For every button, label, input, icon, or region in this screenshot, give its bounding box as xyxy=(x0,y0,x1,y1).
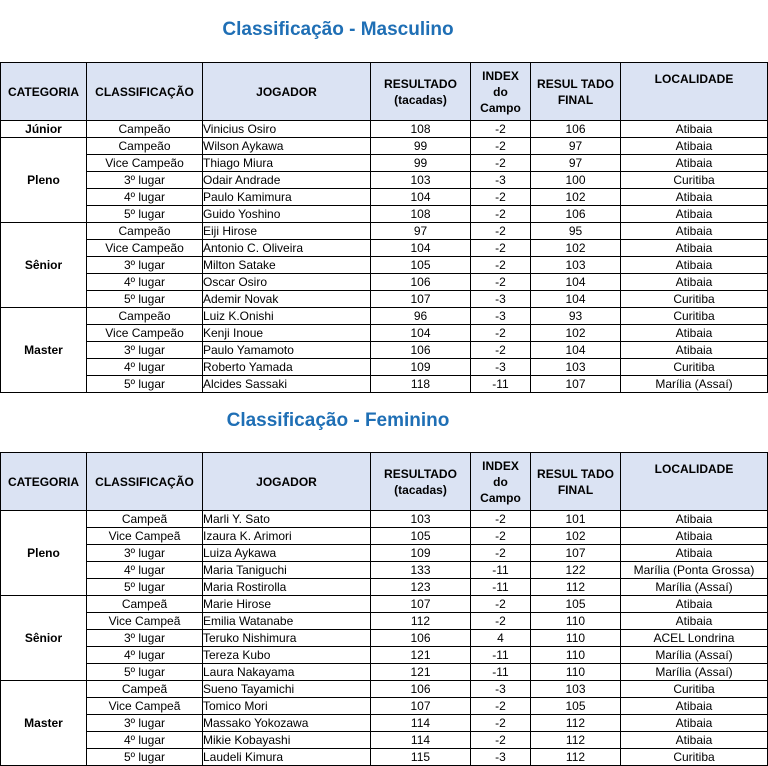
classificacao-cell: Vice Campeão xyxy=(87,325,203,342)
table-row xyxy=(1,376,768,393)
resultado-cell: 107 xyxy=(371,698,471,715)
index-cell: -2 xyxy=(471,206,531,223)
table-row xyxy=(1,274,768,291)
resultado-final-cell: 103 xyxy=(531,257,621,274)
resultado-cell: 106 xyxy=(371,681,471,698)
resultado-cell: 103 xyxy=(371,172,471,189)
index-cell: -2 xyxy=(471,189,531,206)
categoria-cell: Pleno xyxy=(1,511,87,596)
header-localidade: LOCALIDADE xyxy=(621,453,768,511)
resultado-final-cell: 110 xyxy=(531,613,621,630)
jogador-cell: Vinicius Osiro xyxy=(203,121,371,138)
jogador-cell: Emilia Watanabe xyxy=(203,613,371,630)
resultado-final-cell: 102 xyxy=(531,528,621,545)
resultado-final-cell: 101 xyxy=(531,511,621,528)
resultado-cell: 114 xyxy=(371,715,471,732)
classificacao-cell: 3º lugar xyxy=(87,172,203,189)
resultado-final-cell: 110 xyxy=(531,664,621,681)
index-cell: -2 xyxy=(471,240,531,257)
header-resultado: RESULTADO (tacadas) xyxy=(371,63,471,121)
index-cell: -2 xyxy=(471,715,531,732)
localidade-cell: Atibaia xyxy=(621,698,768,715)
resultado-final-cell: 93 xyxy=(531,308,621,325)
jogador-cell: Odair Andrade xyxy=(203,172,371,189)
localidade-cell: Atibaia xyxy=(621,206,768,223)
resultado-cell: 97 xyxy=(371,223,471,240)
header-jogador: JOGADOR xyxy=(203,453,371,511)
classificacao-cell: 4º lugar xyxy=(87,189,203,206)
resultado-final-cell: 106 xyxy=(531,121,621,138)
resultado-cell: 109 xyxy=(371,359,471,376)
index-cell: -3 xyxy=(471,291,531,308)
localidade-cell: Atibaia xyxy=(621,223,768,240)
resultado-final-cell: 106 xyxy=(531,206,621,223)
localidade-cell: Curitiba xyxy=(621,291,768,308)
localidade-cell: Atibaia xyxy=(621,732,768,749)
localidade-cell: Atibaia xyxy=(621,528,768,545)
table-row xyxy=(1,528,768,545)
table-row xyxy=(1,579,768,596)
jogador-cell: Luiza Aykawa xyxy=(203,545,371,562)
resultado-cell: 105 xyxy=(371,257,471,274)
classificacao-cell: 4º lugar xyxy=(87,274,203,291)
jogador-cell: Wilson Aykawa xyxy=(203,138,371,155)
resultado-final-cell: 110 xyxy=(531,647,621,664)
localidade-cell: Marília (Assaí) xyxy=(621,579,768,596)
jogador-cell: Teruko Nishimura xyxy=(203,630,371,647)
header-index: INDEX do Campo xyxy=(471,453,531,511)
resultado-final-cell: 97 xyxy=(531,155,621,172)
jogador-cell: Thiago Miura xyxy=(203,155,371,172)
table-feminino xyxy=(0,452,768,766)
resultado-cell: 106 xyxy=(371,342,471,359)
table-row xyxy=(1,511,768,528)
resultado-final-cell: 102 xyxy=(531,189,621,206)
table-row xyxy=(1,749,768,766)
classificacao-cell: Campeão xyxy=(87,223,203,240)
classificacao-cell: 4º lugar xyxy=(87,562,203,579)
index-cell: -11 xyxy=(471,562,531,579)
localidade-cell: Atibaia xyxy=(621,613,768,630)
table-row xyxy=(1,630,768,647)
localidade-cell: Atibaia xyxy=(621,138,768,155)
index-cell: -11 xyxy=(471,647,531,664)
index-cell: -2 xyxy=(471,732,531,749)
classificacao-cell: Vice Campeã xyxy=(87,613,203,630)
categoria-cell: Master xyxy=(1,681,87,766)
index-cell: -3 xyxy=(471,359,531,376)
index-cell: -3 xyxy=(471,749,531,766)
index-cell: -2 xyxy=(471,698,531,715)
table-row xyxy=(1,732,768,749)
classificacao-cell: Campeã xyxy=(87,511,203,528)
table-row xyxy=(1,698,768,715)
table-row xyxy=(1,257,768,274)
table-row xyxy=(1,647,768,664)
jogador-cell: Maria Taniguchi xyxy=(203,562,371,579)
localidade-cell: Curitiba xyxy=(621,359,768,376)
header-resultado-final: RESUL TADO FINAL xyxy=(531,63,621,121)
resultado-cell: 118 xyxy=(371,376,471,393)
classificacao-cell: 5º lugar xyxy=(87,664,203,681)
resultado-final-cell: 104 xyxy=(531,291,621,308)
classificacao-cell: Campeã xyxy=(87,681,203,698)
resultado-final-cell: 100 xyxy=(531,172,621,189)
resultado-cell: 108 xyxy=(371,121,471,138)
classificacao-cell: Campeão xyxy=(87,138,203,155)
header-classificacao: CLASSIFICAÇÃO xyxy=(87,453,203,511)
index-cell: -11 xyxy=(471,579,531,596)
localidade-cell: Atibaia xyxy=(621,257,768,274)
table-row xyxy=(1,240,768,257)
resultado-cell: 107 xyxy=(371,596,471,613)
resultado-final-cell: 103 xyxy=(531,359,621,376)
table-row xyxy=(1,715,768,732)
localidade-cell: Atibaia xyxy=(621,274,768,291)
header-index: INDEX do Campo xyxy=(471,63,531,121)
classificacao-cell: Campeã xyxy=(87,596,203,613)
jogador-cell: Mikie Kobayashi xyxy=(203,732,371,749)
classificacao-cell: 5º lugar xyxy=(87,206,203,223)
table-row xyxy=(1,172,768,189)
index-cell: -2 xyxy=(471,274,531,291)
resultado-final-cell: 105 xyxy=(531,596,621,613)
jogador-cell: Milton Satake xyxy=(203,257,371,274)
jogador-cell: Laura Nakayama xyxy=(203,664,371,681)
index-cell: -2 xyxy=(471,138,531,155)
resultado-cell: 121 xyxy=(371,647,471,664)
table-row xyxy=(1,342,768,359)
resultado-final-cell: 107 xyxy=(531,376,621,393)
resultado-final-cell: 105 xyxy=(531,698,621,715)
localidade-cell: ACEL Londrina xyxy=(621,630,768,647)
jogador-cell: Sueno Tayamichi xyxy=(203,681,371,698)
header-categoria: CATEGORIA xyxy=(1,453,87,511)
localidade-cell: Curitiba xyxy=(621,681,768,698)
resultado-final-cell: 103 xyxy=(531,681,621,698)
table-row xyxy=(1,206,768,223)
jogador-cell: Eiji Hirose xyxy=(203,223,371,240)
resultado-cell: 99 xyxy=(371,155,471,172)
table-row xyxy=(1,291,768,308)
jogador-cell: Izaura K. Arimori xyxy=(203,528,371,545)
index-cell: -2 xyxy=(471,511,531,528)
localidade-cell: Marília (Assaí) xyxy=(621,376,768,393)
table-row xyxy=(1,325,768,342)
index-cell: -2 xyxy=(471,596,531,613)
resultado-final-cell: 104 xyxy=(531,342,621,359)
classificacao-cell: Vice Campeã xyxy=(87,698,203,715)
index-cell: -3 xyxy=(471,172,531,189)
localidade-cell: Atibaia xyxy=(621,121,768,138)
title-feminino: Classificação - Feminino xyxy=(226,410,450,431)
jogador-cell: Luiz K.Onishi xyxy=(203,308,371,325)
index-cell: -2 xyxy=(471,223,531,240)
table-row xyxy=(1,189,768,206)
resultado-cell: 115 xyxy=(371,749,471,766)
table-row xyxy=(1,664,768,681)
index-cell: -2 xyxy=(471,257,531,274)
index-cell: -3 xyxy=(471,308,531,325)
jogador-cell: Roberto Yamada xyxy=(203,359,371,376)
resultado-cell: 106 xyxy=(371,274,471,291)
jogador-cell: Alcides Sassaki xyxy=(203,376,371,393)
localidade-cell: Atibaia xyxy=(621,596,768,613)
resultado-cell: 105 xyxy=(371,528,471,545)
jogador-cell: Marli Y. Sato xyxy=(203,511,371,528)
resultado-final-cell: 102 xyxy=(531,325,621,342)
header-jogador: JOGADOR xyxy=(203,63,371,121)
jogador-cell: Tereza Kubo xyxy=(203,647,371,664)
resultado-final-cell: 112 xyxy=(531,749,621,766)
classificacao-cell: Campeão xyxy=(87,121,203,138)
resultado-cell: 104 xyxy=(371,325,471,342)
resultado-cell: 114 xyxy=(371,732,471,749)
classificacao-cell: Vice Campeã xyxy=(87,528,203,545)
localidade-cell: Atibaia xyxy=(621,325,768,342)
resultado-final-cell: 110 xyxy=(531,630,621,647)
categoria-cell: Sênior xyxy=(1,596,87,681)
resultado-final-cell: 112 xyxy=(531,732,621,749)
table-row xyxy=(1,681,768,698)
resultado-cell: 99 xyxy=(371,138,471,155)
categoria-cell: Júnior xyxy=(1,121,87,138)
jogador-cell: Oscar Osiro xyxy=(203,274,371,291)
classificacao-cell: Campeão xyxy=(87,308,203,325)
header-localidade: LOCALIDADE xyxy=(621,63,768,121)
classificacao-cell: 4º lugar xyxy=(87,647,203,664)
localidade-cell: Atibaia xyxy=(621,545,768,562)
resultado-final-cell: 107 xyxy=(531,545,621,562)
table-masculino xyxy=(0,62,768,393)
table-row xyxy=(1,359,768,376)
localidade-cell: Atibaia xyxy=(621,342,768,359)
index-cell: -2 xyxy=(471,155,531,172)
table-row xyxy=(1,223,768,240)
classificacao-cell: 3º lugar xyxy=(87,630,203,647)
resultado-cell: 96 xyxy=(371,308,471,325)
classificacao-cell: 4º lugar xyxy=(87,732,203,749)
classificacao-cell: 3º lugar xyxy=(87,715,203,732)
jogador-cell: Paulo Yamamoto xyxy=(203,342,371,359)
index-cell: -2 xyxy=(471,121,531,138)
classificacao-cell: 3º lugar xyxy=(87,257,203,274)
jogador-cell: Antonio C. Oliveira xyxy=(203,240,371,257)
classificacao-cell: Vice Campeão xyxy=(87,155,203,172)
resultado-final-cell: 122 xyxy=(531,562,621,579)
jogador-cell: Ademir Novak xyxy=(203,291,371,308)
index-cell: -2 xyxy=(471,528,531,545)
table-row xyxy=(1,121,768,138)
resultado-final-cell: 102 xyxy=(531,240,621,257)
localidade-cell: Marília (Assaí) xyxy=(621,647,768,664)
localidade-cell: Atibaia xyxy=(621,189,768,206)
jogador-cell: Kenji Inoue xyxy=(203,325,371,342)
header-row xyxy=(1,63,768,121)
jogador-cell: Tomico Mori xyxy=(203,698,371,715)
resultado-cell: 106 xyxy=(371,630,471,647)
classificacao-cell: 4º lugar xyxy=(87,359,203,376)
jogador-cell: Maria Rostirolla xyxy=(203,579,371,596)
resultado-cell: 123 xyxy=(371,579,471,596)
resultado-cell: 133 xyxy=(371,562,471,579)
table-row xyxy=(1,308,768,325)
resultado-cell: 108 xyxy=(371,206,471,223)
table-row xyxy=(1,138,768,155)
title-masculino: Classificação - Masculino xyxy=(222,19,454,40)
index-cell: -11 xyxy=(471,664,531,681)
localidade-cell: Marília (Ponta Grossa) xyxy=(621,562,768,579)
resultado-cell: 103 xyxy=(371,511,471,528)
resultado-cell: 112 xyxy=(371,613,471,630)
header-resultado: RESULTADO (tacadas) xyxy=(371,453,471,511)
jogador-cell: Massako Yokozawa xyxy=(203,715,371,732)
localidade-cell: Curitiba xyxy=(621,308,768,325)
localidade-cell: Curitiba xyxy=(621,749,768,766)
resultado-cell: 104 xyxy=(371,240,471,257)
classificacao-cell: 5º lugar xyxy=(87,579,203,596)
index-cell: -2 xyxy=(471,545,531,562)
localidade-cell: Curitiba xyxy=(621,172,768,189)
header-classificacao: CLASSIFICAÇÃO xyxy=(87,63,203,121)
classificacao-cell: 5º lugar xyxy=(87,291,203,308)
header-resultado-final: RESUL TADO FINAL xyxy=(531,453,621,511)
jogador-cell: Paulo Kamimura xyxy=(203,189,371,206)
classificacao-cell: 5º lugar xyxy=(87,749,203,766)
index-cell: -2 xyxy=(471,342,531,359)
resultado-cell: 107 xyxy=(371,291,471,308)
categoria-cell: Master xyxy=(1,308,87,393)
classificacao-cell: 3º lugar xyxy=(87,545,203,562)
index-cell: -2 xyxy=(471,613,531,630)
header-categoria: CATEGORIA xyxy=(1,63,87,121)
jogador-cell: Marie Hirose xyxy=(203,596,371,613)
index-cell: 4 xyxy=(471,630,531,647)
table-row xyxy=(1,596,768,613)
index-cell: -3 xyxy=(471,681,531,698)
classificacao-cell: 5º lugar xyxy=(87,376,203,393)
localidade-cell: Atibaia xyxy=(621,240,768,257)
resultado-cell: 121 xyxy=(371,664,471,681)
resultado-final-cell: 112 xyxy=(531,715,621,732)
jogador-cell: Guido Yoshino xyxy=(203,206,371,223)
categoria-cell: Pleno xyxy=(1,138,87,223)
resultado-cell: 104 xyxy=(371,189,471,206)
jogador-cell: Laudeli Kimura xyxy=(203,749,371,766)
resultado-cell: 109 xyxy=(371,545,471,562)
table-row xyxy=(1,613,768,630)
categoria-cell: Sênior xyxy=(1,223,87,308)
index-cell: -2 xyxy=(471,325,531,342)
table-row xyxy=(1,155,768,172)
resultado-final-cell: 95 xyxy=(531,223,621,240)
index-cell: -11 xyxy=(471,376,531,393)
resultado-final-cell: 104 xyxy=(531,274,621,291)
table-row xyxy=(1,545,768,562)
classificacao-cell: Vice Campeão xyxy=(87,240,203,257)
localidade-cell: Atibaia xyxy=(621,155,768,172)
header-row xyxy=(1,453,768,511)
resultado-final-cell: 97 xyxy=(531,138,621,155)
table-row xyxy=(1,562,768,579)
localidade-cell: Atibaia xyxy=(621,511,768,528)
classificacao-cell: 3º lugar xyxy=(87,342,203,359)
resultado-final-cell: 112 xyxy=(531,579,621,596)
localidade-cell: Atibaia xyxy=(621,715,768,732)
localidade-cell: Marília (Assaí) xyxy=(621,664,768,681)
